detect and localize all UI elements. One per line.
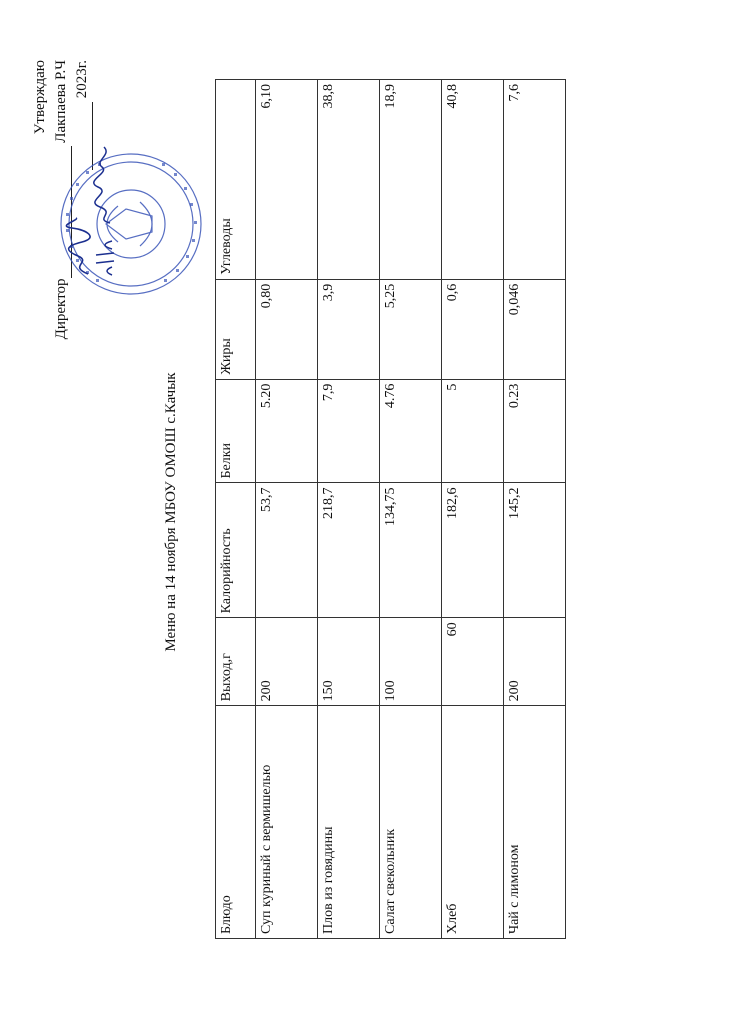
approve-label: Утверждаю	[32, 60, 48, 135]
header-proteins: Белки	[216, 379, 256, 483]
cell-proteins: 4.76	[380, 379, 442, 483]
table-header-row	[216, 80, 256, 939]
menu-table	[215, 79, 566, 939]
cell-carbs: 40,8	[442, 80, 504, 280]
cell-fats: 0,80	[256, 279, 318, 379]
cell-proteins: 5	[442, 379, 504, 483]
cell-fats: 0,046	[504, 279, 566, 379]
header-portion: Выход,г	[216, 618, 256, 706]
cell-carbs: 7,6	[504, 80, 566, 280]
cell-portion: 100	[380, 618, 442, 706]
table-row	[504, 80, 566, 939]
header-dish: Блюдо	[216, 706, 256, 939]
cell-proteins: 5.20	[256, 379, 318, 483]
table-row	[380, 80, 442, 939]
cell-calories: 182,6	[442, 483, 504, 618]
cell-calories: 145,2	[504, 483, 566, 618]
date-handwriting-icon	[82, 139, 122, 279]
cell-portion: 150	[318, 618, 380, 706]
director-label: Директор	[53, 278, 69, 340]
cell-dish: Плов из говядины	[318, 706, 380, 939]
cell-dish: Хлеб	[442, 706, 504, 939]
cell-portion: 200	[256, 618, 318, 706]
cell-dish: Чай с лимоном	[504, 706, 566, 939]
table-row	[256, 80, 318, 939]
cell-carbs: 6,10	[256, 80, 318, 280]
cell-carbs: 18,9	[380, 80, 442, 280]
cell-fats: 0,6	[442, 279, 504, 379]
cell-dish: Салат свекольник	[380, 706, 442, 939]
cell-fats: 3,9	[318, 279, 380, 379]
table-row	[442, 80, 504, 939]
cell-proteins: 0.23	[504, 379, 566, 483]
header-fats: Жиры	[216, 279, 256, 379]
header-carbs: Углеводы	[216, 80, 256, 280]
cell-fats: 5,25	[380, 279, 442, 379]
header-calories: Калорийность	[216, 483, 256, 618]
cell-proteins: 7,9	[318, 379, 380, 483]
page-title: Меню на 14 ноября МБОУ ОМОШ с.Качык	[163, 372, 179, 652]
cell-portion: 200	[504, 618, 566, 706]
cell-calories: 134,75	[380, 483, 442, 618]
year-suffix: 2023г.	[74, 60, 90, 99]
cell-calories: 53,7	[256, 483, 318, 618]
director-name: Лакпаева Р.Ч	[53, 60, 69, 143]
cell-portion: 60	[442, 618, 504, 706]
cell-dish: Суп куриный с вермишелью	[256, 706, 318, 939]
table-row	[318, 80, 380, 939]
cell-calories: 218,7	[318, 483, 380, 618]
cell-carbs: 38,8	[318, 80, 380, 280]
